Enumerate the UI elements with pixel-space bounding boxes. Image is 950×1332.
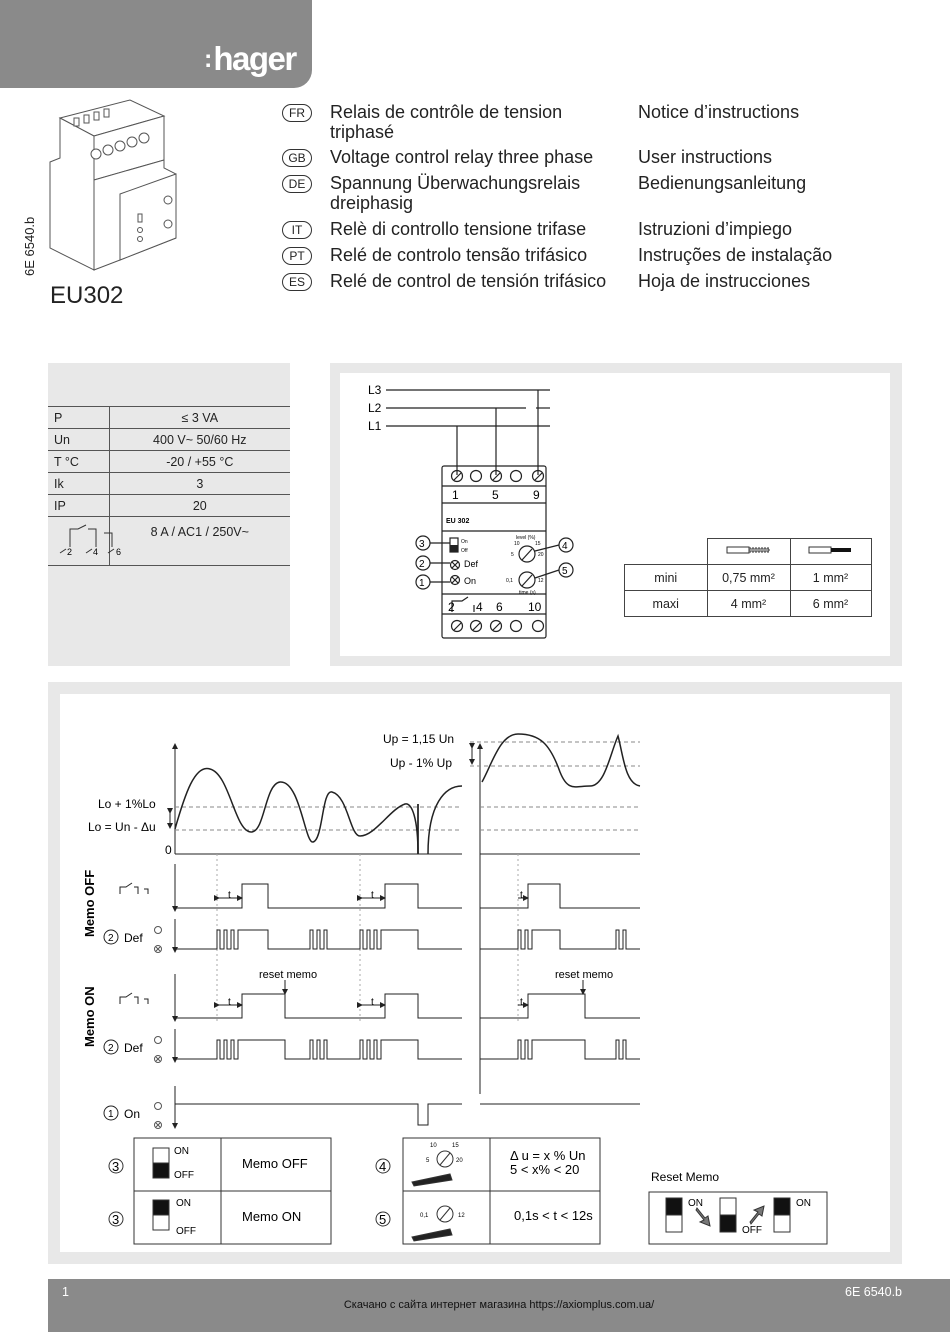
svg-text:reset memo: reset memo xyxy=(259,969,318,981)
lang-subtitle: Istruzioni d’impiego xyxy=(638,219,793,239)
svg-text:0,1: 0,1 xyxy=(506,578,513,584)
svg-text:Memo ON: Memo ON xyxy=(82,986,97,1047)
svg-text:10: 10 xyxy=(514,541,520,547)
svg-text:1: 1 xyxy=(452,488,459,502)
svg-text:5: 5 xyxy=(426,1158,430,1164)
table-row: maxi 4 mm² 6 mm² xyxy=(625,591,872,617)
brand-logo: :hager xyxy=(204,40,296,77)
svg-text:Up = 1,15 Un: Up = 1,15 Un xyxy=(383,732,455,746)
svg-text:t: t xyxy=(371,997,374,1008)
lang-subtitle: Instruções de instalação xyxy=(638,245,833,265)
svg-text:Lo + 1%Lo: Lo + 1%Lo xyxy=(98,797,156,811)
svg-text:2: 2 xyxy=(448,600,455,614)
svg-text:t: t xyxy=(520,890,523,901)
page-number: 1 xyxy=(62,1285,69,1299)
svg-text:level (%): level (%) xyxy=(516,535,536,541)
svg-text:4: 4 xyxy=(562,541,568,552)
table-row: Ik 3 xyxy=(48,473,290,495)
svg-text:20: 20 xyxy=(456,1158,463,1164)
svg-text:Def: Def xyxy=(124,931,143,945)
svg-text:20: 20 xyxy=(538,552,544,558)
product-illustration xyxy=(40,98,190,278)
contact-symbol-icon xyxy=(52,519,132,557)
svg-text:L1: L1 xyxy=(368,419,382,433)
svg-text:12: 12 xyxy=(458,1213,465,1219)
svg-text:1: 1 xyxy=(108,1109,114,1120)
lang-code: ES xyxy=(282,273,312,291)
svg-text:3: 3 xyxy=(112,1159,120,1174)
svg-text:15: 15 xyxy=(452,1143,459,1149)
svg-text:Lo = Un - Δu: Lo = Un - Δu xyxy=(88,820,156,834)
side-doc-number: 6E 6540.b xyxy=(22,216,37,276)
svg-text:reset memo: reset memo xyxy=(555,969,614,981)
download-notice: Скачано с сайта интернет магазина https://axiomplus.com.ua/ xyxy=(343,1299,655,1311)
svg-text:2: 2 xyxy=(108,1043,114,1054)
svg-text:L2: L2 xyxy=(368,401,382,415)
svg-text:5: 5 xyxy=(511,552,514,558)
lang-code: PT xyxy=(282,247,312,265)
lang-title: Spannung Überwachungsrelais dreiphasig xyxy=(330,173,581,213)
svg-text:5 < x% < 20: 5 < x% < 20 xyxy=(510,1162,580,1177)
lang-subtitle: User instructions xyxy=(638,147,773,167)
svg-text:3: 3 xyxy=(112,1212,120,1227)
svg-text:2: 2 xyxy=(108,933,114,944)
flexible-cable-cell xyxy=(707,539,790,565)
svg-text:Off: Off xyxy=(461,548,468,554)
model-name: EU302 xyxy=(50,282,124,309)
svg-text:Memo OFF: Memo OFF xyxy=(242,1156,308,1171)
svg-text:Memo OFF: Memo OFF xyxy=(82,869,97,937)
timing-diagram xyxy=(60,694,890,1154)
rigid-cable-cell xyxy=(790,539,871,565)
svg-text:OFF: OFF xyxy=(174,1170,194,1181)
svg-text:2: 2 xyxy=(67,547,73,557)
table-row: IP 20 xyxy=(48,495,290,517)
lang-title: Voltage control relay three phase xyxy=(330,147,594,167)
svg-text:ON: ON xyxy=(688,1198,703,1209)
svg-text:0,1s < t < 12s: 0,1s < t < 12s xyxy=(514,1208,593,1223)
lang-title: Relé de controlo tensão trifásico xyxy=(330,245,588,265)
table-row: T °C -20 / +55 °C xyxy=(48,451,290,473)
svg-text:5: 5 xyxy=(492,488,499,502)
lang-subtitle: Bedienungsanleitung xyxy=(638,173,807,193)
svg-text:time (s): time (s) xyxy=(519,590,536,596)
svg-text:Memo ON: Memo ON xyxy=(242,1209,302,1224)
svg-text:L3: L3 xyxy=(368,383,382,397)
flexible-cable-icon xyxy=(719,543,779,557)
rigid-cable-icon xyxy=(801,543,861,557)
svg-text:t: t xyxy=(228,890,231,901)
svg-text:EU 302: EU 302 xyxy=(446,518,470,525)
lang-subtitle: Notice d’instructions xyxy=(638,102,800,122)
lang-code: FR xyxy=(282,104,312,122)
svg-text:On: On xyxy=(464,576,477,586)
svg-text:On: On xyxy=(461,539,468,545)
svg-text:10: 10 xyxy=(430,1143,437,1149)
svg-text:4: 4 xyxy=(93,547,99,557)
svg-text:3: 3 xyxy=(419,539,425,550)
svg-text:Δ u = x % Un: Δ u = x % Un xyxy=(510,1148,586,1163)
lang-title: Relais de contrôle de tension triphasé xyxy=(330,102,563,142)
svg-text:Reset Memo: Reset Memo xyxy=(651,1170,720,1184)
specs-table xyxy=(48,406,290,566)
svg-text:5: 5 xyxy=(379,1212,387,1227)
svg-text:Def: Def xyxy=(464,559,479,569)
lang-code: DE xyxy=(282,175,312,193)
table-row: P ≤ 3 VA xyxy=(48,407,290,429)
lang-subtitle: Hoja de instrucciones xyxy=(638,271,811,291)
svg-text:t: t xyxy=(228,997,231,1008)
cable-section-table xyxy=(624,538,872,617)
table-row: 2 4 6 8 A / AC1 / 250V~ xyxy=(48,517,290,566)
table-row xyxy=(625,539,872,565)
svg-text:t: t xyxy=(371,890,374,901)
svg-text:ON: ON xyxy=(796,1198,811,1209)
lang-title: Relé de control de tensión trifásico xyxy=(330,271,607,291)
svg-text:2: 2 xyxy=(419,559,425,570)
svg-text:12: 12 xyxy=(538,578,544,584)
lang-title: Relè di controllo tensione trifase xyxy=(330,219,587,239)
table-row: mini 0,75 mm² 1 mm² xyxy=(625,565,872,591)
svg-text:15: 15 xyxy=(535,541,541,547)
footer-doc-number: 6E 6540.b xyxy=(845,1285,902,1299)
svg-text:OFF: OFF xyxy=(176,1226,196,1237)
svg-text:10: 10 xyxy=(528,600,542,614)
lang-code: IT xyxy=(282,221,312,239)
svg-text:Up - 1% Up: Up - 1% Up xyxy=(390,756,453,770)
table-row: Un 400 V~ 50/60 Hz xyxy=(48,429,290,451)
svg-text:ON: ON xyxy=(176,1198,191,1209)
svg-text:0,1: 0,1 xyxy=(420,1213,429,1219)
lang-code: GB xyxy=(282,149,312,167)
svg-text:6: 6 xyxy=(496,600,503,614)
svg-text:0: 0 xyxy=(165,843,172,857)
svg-text:5: 5 xyxy=(562,566,568,577)
svg-text:4: 4 xyxy=(379,1159,387,1174)
svg-text:OFF: OFF xyxy=(742,1225,762,1236)
svg-text:9: 9 xyxy=(533,488,540,502)
settings-diagram xyxy=(100,1136,840,1248)
svg-text:4: 4 xyxy=(476,600,483,614)
footer-bar xyxy=(48,1279,950,1332)
svg-text:On: On xyxy=(124,1107,141,1121)
svg-text:Def: Def xyxy=(124,1041,143,1055)
svg-text:ON: ON xyxy=(174,1146,189,1157)
svg-text:t: t xyxy=(520,997,523,1008)
contact-symbol-cell xyxy=(48,517,122,566)
svg-text:1: 1 xyxy=(419,578,425,589)
svg-text:6: 6 xyxy=(116,547,122,557)
